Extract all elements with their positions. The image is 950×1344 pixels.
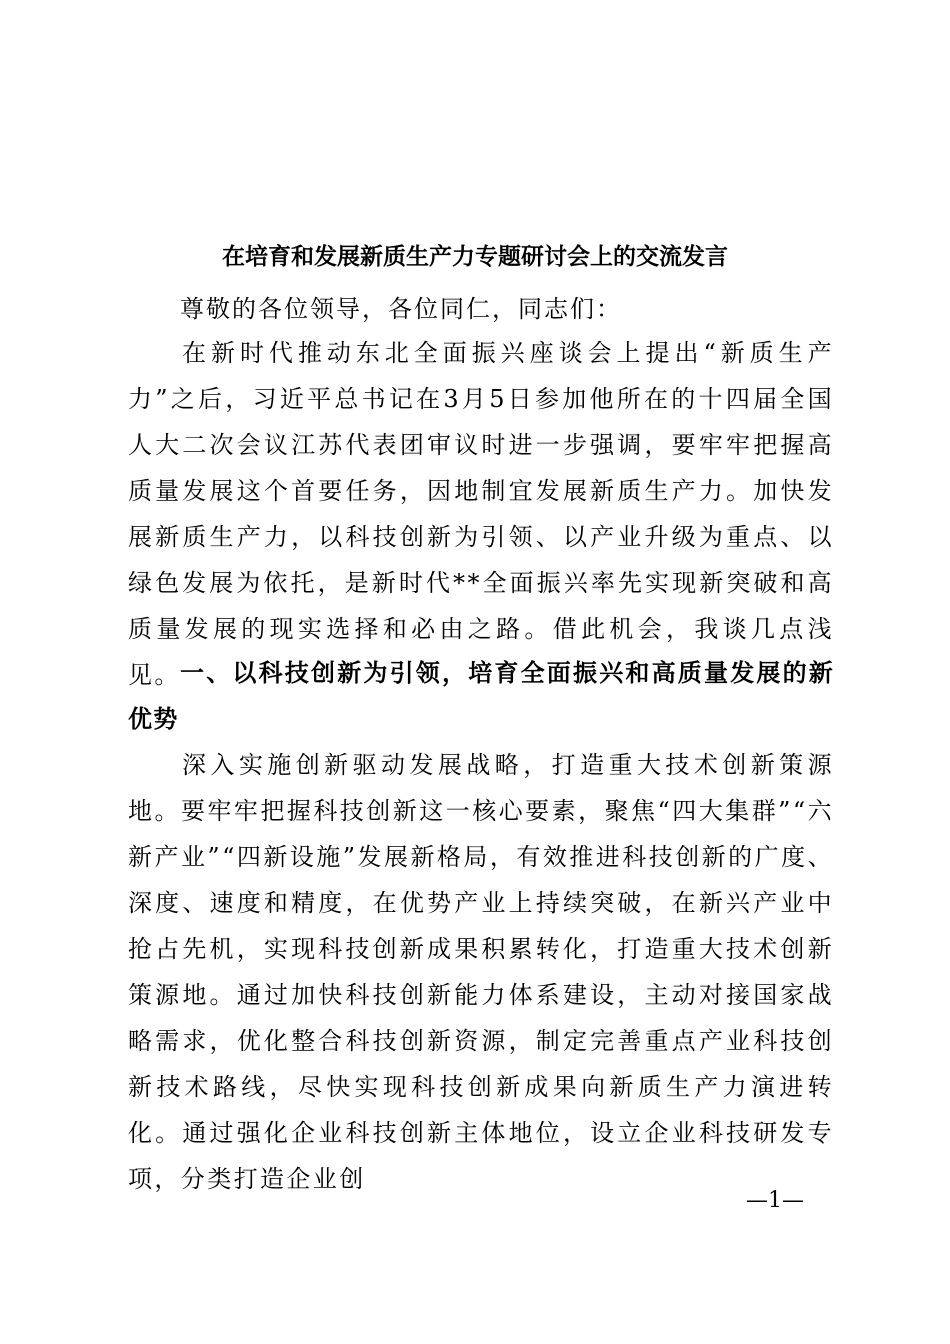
intro-paragraph: 在新时代推动东北全面振兴座谈会上提出“新质生产力”之后，习近平总书记在3月5日参加他所在的十四届全国人大二次会议江苏代表团审议时进一步强调，要牢牢把握高质量发展这个首要任务，因地制宜发展新质生产力。加快发展新质生产力，以科技创新为引领、以产业升级为重点、以绿色发展为依托，是新时代**全面振兴率先实现新突破和高质量发展的现实选择和必由之路。借此机会，我谈几点浅见。 <box>128 339 834 689</box>
section-1-paragraph: 深入实施创新驱动发展战略，打造重大技术创新策源地。要牢牢把握科技创新这一核心要素，聚焦“四大集群”“六新产业”“四新设施”发展新格局，有效推进科技创新的广度、深度、速度和精度，在优势产业上持续突破，在新兴产业中抢占先机，实现科技创新成果积累转化，打造重大技术创新策源地。通过加快科技创新能力体系建设，主动对接国家战略需求，优化整合科技创新资源，制定完善重点产业科技创新技术路线，尽快实现科技创新成果向新质生产力演进转化。通过强化企业科技创新主体地位，设立企业科技研发专项，分类打造企业创 <box>128 751 834 1193</box>
document-title: 在培育和发展新质生产力专题研讨会上的交流发言 <box>222 244 728 270</box>
section-heading-1: 一、以科技创新为引领，培育全面振兴和高质量发展的新优势 <box>128 659 834 733</box>
page-number: —1— <box>746 1188 804 1213</box>
salutation: 尊敬的各位领导，各位同仁，同志们： <box>180 295 622 323</box>
